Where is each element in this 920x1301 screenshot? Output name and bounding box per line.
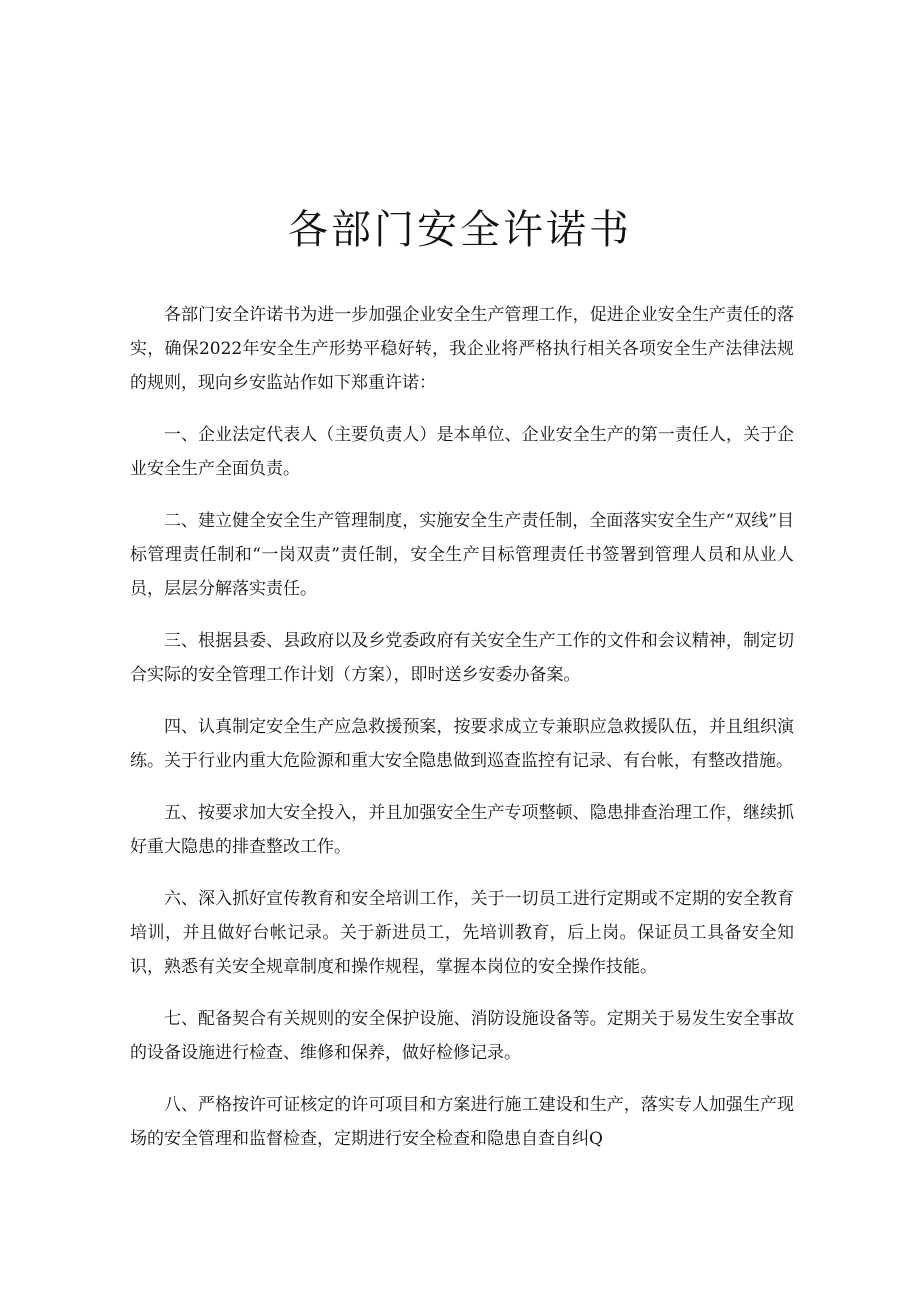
document-body <box>130 298 794 1156</box>
paragraph-item-4: 四、认真制定安全生产应急救援预案，按要求成立专兼职应急救援队伍，并且组织演练。关于行业内重大危险源和重大安全隐患做到巡查监控有记录、有台帐，有整改措施。 <box>130 717 794 771</box>
paragraph-item-7: 七、配备契合有关规则的安全保护设施、消防设施设备等。定期关于易发生安全事故的设备设施进行检查、维修和保养，做好检修记录。 <box>130 1009 794 1063</box>
paragraph-item-1: 一、企业法定代表人（主要负责人）是本单位、企业安全生产的第一责任人，关于企业安全生产全面负责。 <box>130 425 794 479</box>
document-title: 各部门安全许诺书 <box>288 207 632 253</box>
paragraph-item-6: 六、深入抓好宣传教育和安全培训工作，关于一切员工进行定期或不定期的安全教育培训，并且做好台帐记录。关于新进员工，先培训教育，后上岗。保证员工具备安全知识，熟悉有关安全规章制度和操作规程，掌握本岗位的安全操作技能。 <box>130 889 794 977</box>
paragraph-item-8: 八、严格按许可证核定的许可项目和方案进行施工建设和生产，落实专人加强生产现场的安全管理和监督检查，定期进行安全检查和隐患自查自纠Q <box>130 1095 794 1149</box>
paragraph-item-3: 三、根据县委、县政府以及乡党委政府有关安全生产工作的文件和会议精神，制定切合实际的安全管理工作计划（方案），即时送乡安委办备案。 <box>130 631 794 685</box>
paragraph-item-5: 五、按要求加大安全投入，并且加强安全生产专项整顿、隐患排查治理工作，继续抓好重大隐患的排查整改工作。 <box>130 803 794 857</box>
paragraph-item-2: 二、建立健全安全生产管理制度，实施安全生产责任制，全面落实安全生产“双线”目标管理责任制和“一岗双责”责任制，安全生产目标管理责任书签署到管理人员和从业人员，层层分解落实责任。 <box>130 511 794 599</box>
paragraph-intro: 各部门安全许诺书为进一步加强企业安全生产管理工作，促进企业安全生产责任的落实，确保2022年安全生产形势平稳好转，我企业将严格执行相关各项安全生产法律法规的规则，现向乡安监站作如下郑重许诺： <box>130 305 794 393</box>
